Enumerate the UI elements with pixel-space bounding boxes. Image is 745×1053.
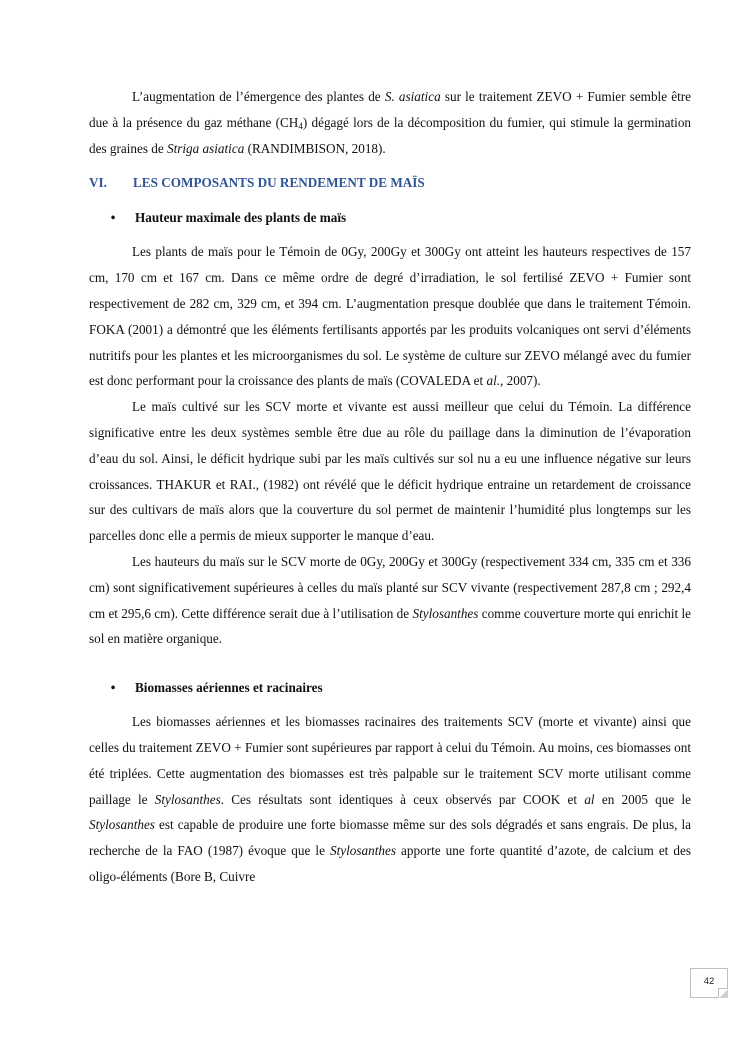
section-number: VI. xyxy=(89,175,107,191)
paragraph-biomass: Les biomasses aériennes et les biomasses racinaires des traitements SCV (morte et vivante) ainsi que celles du traitement ZEVO + Fumier sont supérieures par rapport à celui du Témoin. Au moins, ces biomasses ont été triplées. Cette augmentation des biomasses est très palpable sur le traitement SCV morte utilisant comme paillage le Stylosanthes. Ces résultats sont identiques à ceux observés par COOK et al en 2005 que le Stylosanthes est capable de produire une forte biomasse même sur des sols dégradés et sans engrais. De plus, la recherche de la FAO (1987) évoque que le Stylosanthes apporte une forte quantité d’azote, de calcium et des oligo-éléments (Bore B, Cuivre xyxy=(89,714,692,884)
bullet-title: Hauteur maximale des plants de maïs xyxy=(135,210,347,226)
bullet-heading-height xyxy=(89,205,691,231)
document-page xyxy=(89,84,691,890)
section-title: LES COMPOSANTS DU RENDEMENT DE MAÏS xyxy=(133,175,425,191)
section-heading xyxy=(89,170,691,196)
bullet-icon: • xyxy=(110,680,116,696)
page-corner-fold-icon xyxy=(718,988,728,998)
paragraph-scv-heights: Les hauteurs du maïs sur le SCV morte de 0Gy, 200Gy et 300Gy (respectivement 334 cm, 335 cm et 336 cm) sont significativement supérieures à celles du maïs planté sur SCV vivante (respectivement 287,8 cm ; 292,4 cm et 295,6 cm). Cette différence serait due à l’utilisation de Stylosanthes comme couverture morte qui enrichit le sol en matière organique. xyxy=(89,553,691,647)
page-number-box xyxy=(690,968,728,998)
page-number: 42 xyxy=(703,976,715,987)
paragraph-plant-heights: Les plants de maïs pour le Témoin de 0Gy, 200Gy et 300Gy ont atteint les hauteurs respectives de 157 cm, 170 cm et 167 cm. Dans ce même ordre de degré d’irradiation, le sol fertilisé ZEVO + Fumier sont respectivement de 282 cm, 329 cm, et 394 cm. L’augmentation presque doublée que dans le traitement Témoin. FOKA (2001) a démontré que les éléments fertilisants apportés par les produits volcaniques ont servi d’éléments nutritifs pour les plantes et les microorganismes du sol. Le système de culture sur ZEVO mélangé avec du fumier est donc performant pour la croissance des plants de maïs (COVALEDA et al., 2007). xyxy=(89,244,691,389)
paragraph-scv-comparison: Le maïs cultivé sur les SCV morte et vivante est aussi meilleur que celui du Témoin. La différence significative entre les deux systèmes semble être due au rôle du paillage dans la diminution de l’évaporation d’eau du sol. Ainsi, le déficit hydrique subi par les maïs cultivés sur sol nu a eu une influence négative sur leurs croissances. THAKUR et RAI., (1982) ont révélé que le déficit hydrique entraine un retardement de croissance sur des cultivars de maïs alors que la couverture du sol permet de maintenir l’humidité plus longtemps sur les parcelles donc elle a permis de mieux supporter le manque d’eau. xyxy=(89,399,691,544)
bullet-icon: • xyxy=(110,210,116,226)
bullet-heading-biomass xyxy=(89,675,691,701)
bullet-title: Biomasses aériennes et racinaires xyxy=(135,680,323,696)
paragraph-striga-emergence: L’augmentation de l’émergence des plantes de S. asiatica sur le traitement ZEVO + Fumier semble être due à la présence du gaz méthane $(CH_4)$ dégagé lors de la décomposition du fumier, qui stimule la germination des graines de Striga asiatica (RANDIMBISON, 2018). xyxy=(89,89,692,156)
